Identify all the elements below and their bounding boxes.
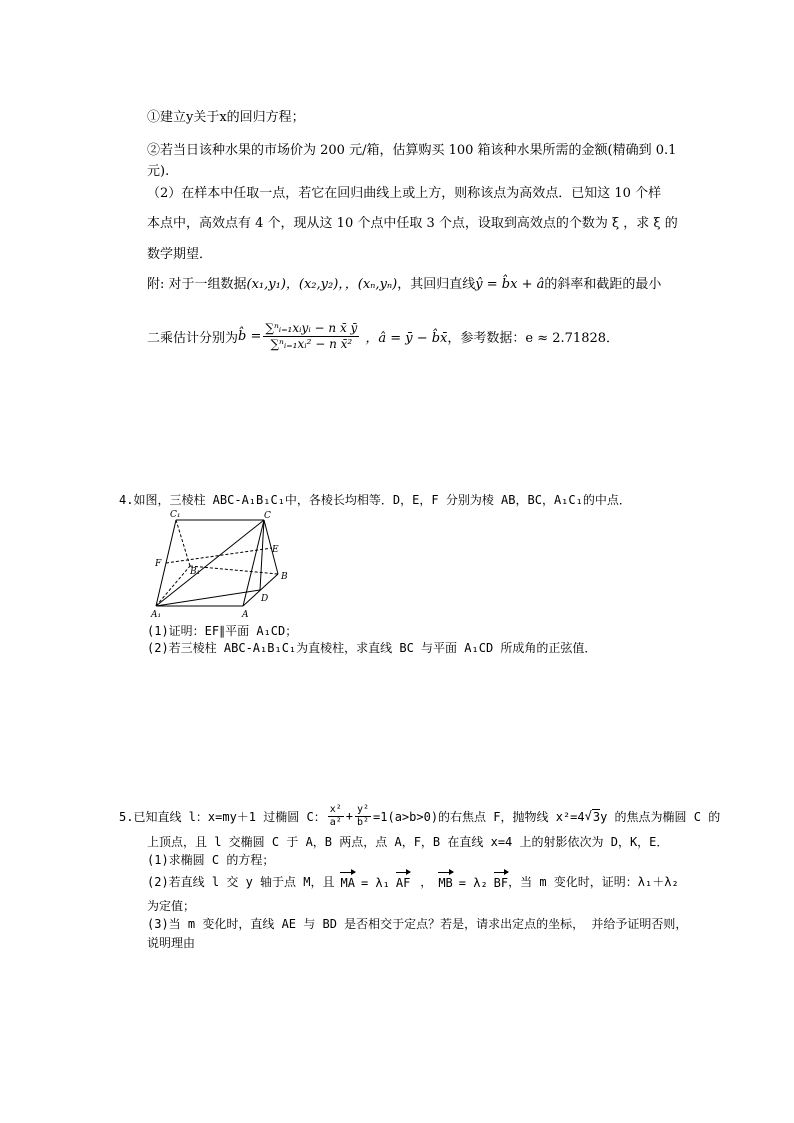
ellipse-y-term — [355, 804, 371, 829]
appendix-suffix: 的斜率和截距的最小 — [544, 277, 662, 292]
q4-sub2: (2)若三棱柱 ABC-A₁B₁C₁为直棱柱，求直线 BC 与平面 A₁CD 所成角的正弦值． — [147, 641, 597, 655]
q3-part2-line3: 数学期望． — [147, 247, 213, 262]
ls-prefix: 二乘估计分别为 — [147, 330, 239, 346]
q5-sub1: (1)求椭圆 C 的方程； — [147, 853, 275, 867]
q5-line1 — [119, 800, 720, 832]
ellipse-x-term — [328, 804, 344, 829]
q5-sub2-c: 为定值； — [147, 899, 196, 913]
ellipse-y-den: b² — [356, 816, 370, 828]
eq-lambda2: = λ₂ — [458, 876, 488, 890]
label-E: E — [272, 545, 279, 555]
q5-line1-c: y 的焦点为椭圆 C 的 — [600, 809, 721, 824]
regression-equation: ŷ = b̂x + â — [475, 277, 545, 292]
vector-BF: BF — [494, 872, 508, 890]
prism-figure — [148, 508, 298, 620]
q5-line1-a: 5.已知直线 l：x=my＋1 过椭圆 C： — [119, 809, 326, 824]
q3-appendix-line — [147, 273, 661, 292]
ls-a-hat: ，â = ȳ − b̂x̄ — [365, 330, 448, 346]
ls-denominator: ∑ⁿᵢ₌₁xᵢ² − n x̄² — [270, 336, 353, 351]
q5-sub2-a: (2)若直线 l 交 y 轴于点 M，且 — [147, 875, 335, 889]
q4-stem: 4.如图，三棱柱 ABC-A₁B₁C₁中，各棱长均相等．D，E，F 分别为棱 AB，BC，A₁C₁的中点． — [119, 493, 631, 507]
ellipse-x-num: x² — [329, 803, 342, 815]
q4-sub1: (1)证明：EF∥平面 A₁CD； — [147, 624, 298, 638]
q3-part2-line2: 本点中，高效点有 4 个，现从这 10 个点中任取 3 个点，设取到高效点的个数为 ξ ，求 ξ 的 — [147, 216, 678, 231]
q3-part2-line1: （2）在样本中任取一点，若它在回归曲线上或上方，则称该点为高效点．已知这 10 个样 — [147, 186, 662, 201]
q5-line1-b: =1(a>b>0)的右焦点 F，抛物线 x²=4 — [373, 809, 585, 824]
ls-fraction — [263, 321, 359, 352]
ls-numerator: ∑ⁿᵢ₌₁xᵢyᵢ − n x̄ ȳ — [265, 320, 358, 335]
vector-MA: MA — [340, 872, 354, 890]
comma: ， — [420, 875, 433, 889]
q5-sub2-line — [147, 872, 679, 890]
label-C: C — [264, 511, 271, 521]
sqrt-3: 3 — [592, 809, 601, 824]
q5-line2: 上顶点，且 l 交椭圆 C 于 A，B 两点，点 A，F，B 在直线 x=4 上的射影依次为 D，K，E． — [147, 835, 669, 849]
label-B1: B₁ — [190, 567, 201, 577]
label-B: B — [281, 572, 288, 582]
sqrt-sign: √ — [584, 809, 592, 823]
ellipse-plus: + — [345, 809, 353, 823]
label-A: A — [242, 610, 249, 620]
label-F: F — [155, 559, 162, 569]
ls-b-hat: b̂ = — [238, 328, 262, 344]
ellipse-y-num: y² — [356, 803, 370, 815]
ellipse-x-den: a² — [329, 816, 342, 828]
appendix-data: (x₁,y₁)，(x₂,y₂)，，(xₙ,yₙ) — [246, 277, 398, 292]
appendix-prefix: 附: 对于一组数据 — [147, 277, 247, 292]
q5-sub3-line2: 说明理由 — [147, 936, 196, 950]
label-C1: C₁ — [170, 510, 181, 520]
appendix-mid: ，其回归直线 — [397, 277, 476, 292]
q5-sub3-line1: (3)当 m 变化时，直线 AE 与 BD 是否相交于定点？若是，请求出定点的坐标， 并给予证明否则， — [147, 917, 688, 931]
q3-least-squares-line — [147, 310, 619, 362]
ls-reference: ，参考数据：e ≈ 2.71828． — [447, 330, 620, 346]
q3-item1: ①建立y关于x的回归方程； — [147, 110, 305, 125]
vector-MB: MB — [438, 872, 452, 890]
q3-item2-line1: ②若当日该种水果的市场价为 200 元/箱，估算购买 100 箱该种水果所需的金额(精确到 0.1 — [147, 143, 677, 158]
vector-AF: AF — [396, 872, 410, 890]
q5-sub2-b: ，当 m 变化时，证明：λ₁＋λ₂ — [508, 875, 679, 889]
label-A1: A₁ — [151, 610, 162, 620]
eq-lambda1: = λ₁ — [360, 876, 390, 890]
q3-item2-line2: 元). — [147, 164, 170, 179]
label-D: D — [261, 594, 269, 604]
